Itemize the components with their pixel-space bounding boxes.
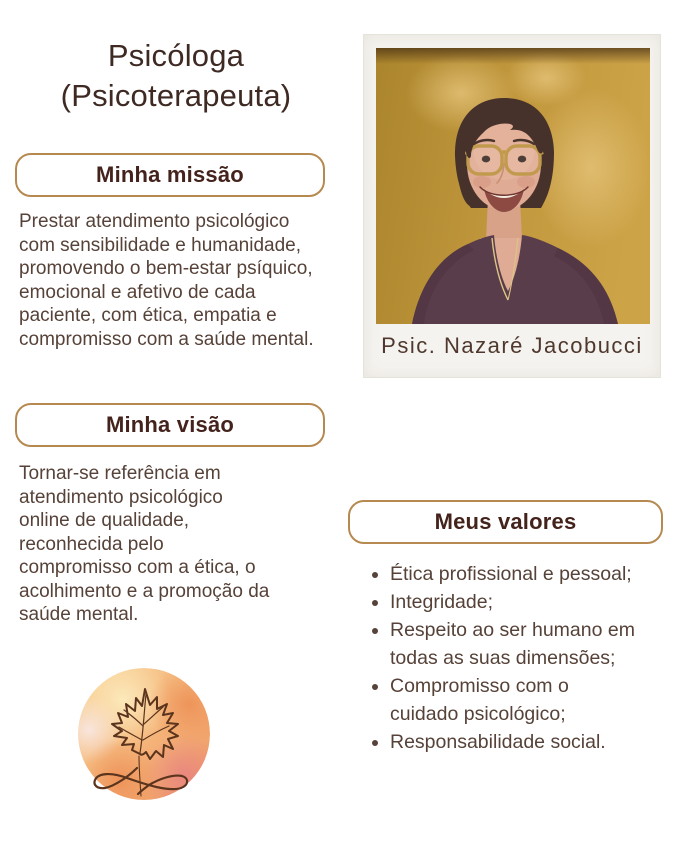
page-title xyxy=(8,36,344,116)
value-line: • Integridade; xyxy=(390,591,493,613)
vision-line: reconhecida pelo xyxy=(19,533,164,555)
vision-heading: Minha visão xyxy=(105,412,235,437)
vision-line: atendimento psicológico xyxy=(19,486,223,508)
mission-line: Prestar atendimento psicológico xyxy=(19,211,290,232)
mission-line: compromisso com a saúde mental. xyxy=(19,328,314,350)
vision-line: Tornar-se referência em xyxy=(19,463,221,484)
list-item xyxy=(390,728,676,756)
vision-line: compromisso com a ética, o xyxy=(19,557,256,578)
values-list xyxy=(358,560,676,756)
values-heading: Meus valores xyxy=(434,509,577,534)
mission-heading-box xyxy=(15,153,325,197)
value-line: todas as suas dimensões; xyxy=(390,647,616,669)
portrait-illustration xyxy=(376,48,650,324)
leaf-infinity-icon xyxy=(77,664,211,804)
value-line: • Compromisso com o xyxy=(390,675,569,697)
list-item xyxy=(390,616,676,672)
mission-heading: Minha missão xyxy=(96,162,244,187)
list-item xyxy=(390,588,676,616)
portrait-photo xyxy=(376,48,650,324)
photo-caption: Psic. Nazaré Jacobucci xyxy=(381,333,643,358)
list-item xyxy=(390,672,676,728)
vision-text xyxy=(19,462,354,627)
page-title-line1: Psicóloga xyxy=(107,38,245,73)
photo-card xyxy=(363,34,661,378)
value-line: • Responsabilidade social. xyxy=(390,731,606,753)
value-line: • Respeito ao ser humano em xyxy=(390,619,635,641)
mission-line: emocional e afetivo de cada xyxy=(19,281,256,303)
list-item xyxy=(390,560,676,588)
page-title-line2: (Psicoterapeuta) xyxy=(60,78,292,113)
vision-line: saúde mental. xyxy=(19,604,139,625)
value-line: • Ética profissional e pessoal; xyxy=(390,563,632,585)
leaf-infinity-logo xyxy=(77,664,211,804)
vision-heading-box xyxy=(15,403,325,447)
vision-line: acolhimento e a promoção da xyxy=(19,580,270,602)
vision-line: online de qualidade, xyxy=(19,510,190,531)
mission-line: paciente, com ética, empatia e xyxy=(19,305,277,326)
mission-line: promovendo o bem-estar psíquico, xyxy=(19,258,313,279)
mission-line: com sensibilidade e humanidade, xyxy=(19,234,302,256)
value-line: cuidado psicológico; xyxy=(390,703,566,725)
mission-text xyxy=(19,210,354,351)
values-heading-box xyxy=(348,500,663,544)
